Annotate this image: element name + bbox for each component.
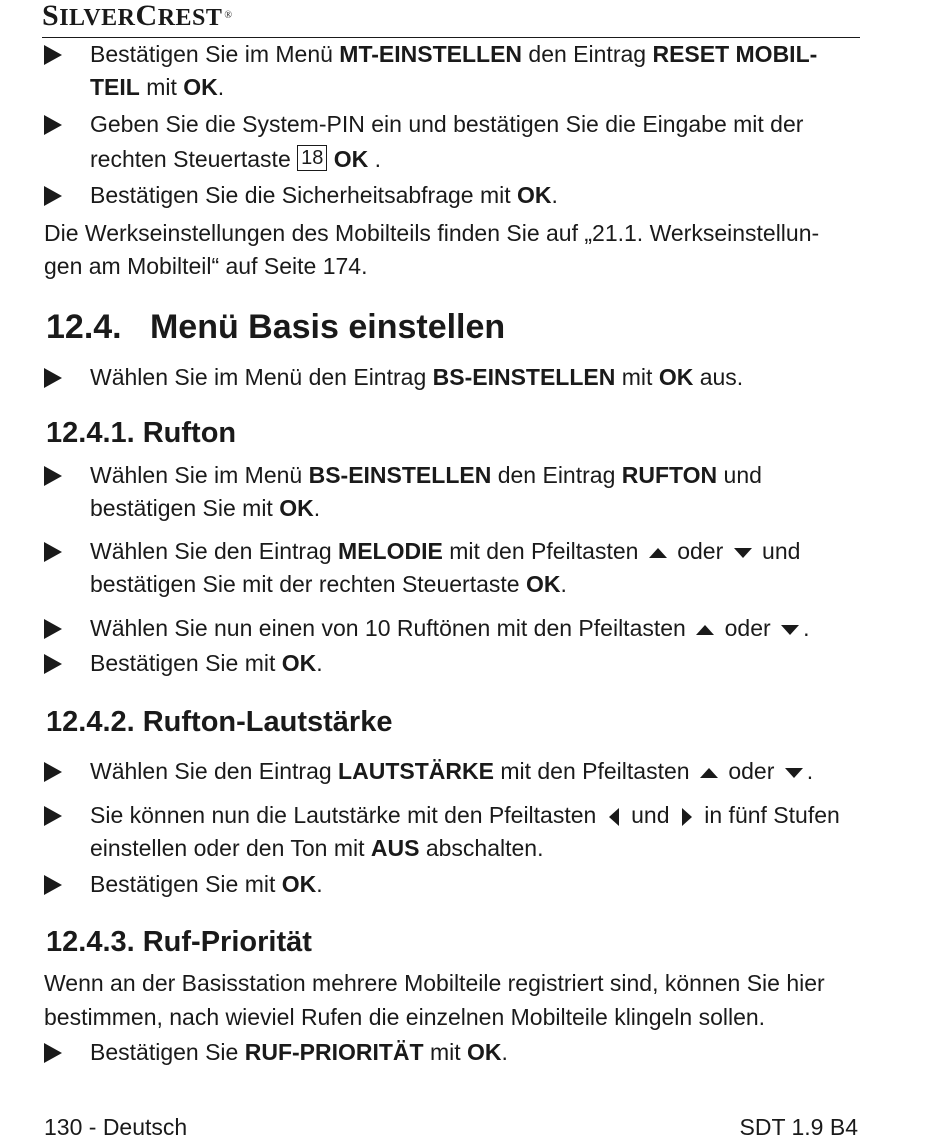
arrow-right-icon <box>682 808 692 826</box>
bullet-arrow-icon <box>44 542 62 562</box>
page-number: 130 - Deutsch <box>44 1114 188 1140</box>
key-18-label: 18 <box>297 145 327 171</box>
bullet-arrow-icon <box>44 186 62 206</box>
instruction-line: rechten Steuertaste 18 OK . <box>90 146 382 172</box>
arrow-down-icon <box>781 625 799 635</box>
arrow-up-icon <box>696 625 714 635</box>
instruction-line: Wählen Sie nun einen von 10 Ruftönen mit den Pfeiltasten oder . <box>90 615 810 641</box>
bullet-arrow-icon <box>44 466 62 486</box>
arrow-up-icon <box>649 548 667 558</box>
bullet-arrow-icon <box>44 368 62 388</box>
paragraph-line: bestimmen, nach wieviel Rufen die einzelnen Mobilteile klingeln sollen. <box>44 1004 766 1030</box>
model-number: SDT 1.9 B4 <box>739 1114 858 1140</box>
paragraph-line: gen am Mobilteil“ auf Seite 174. <box>44 253 368 279</box>
arrow-up-icon <box>700 768 718 778</box>
instruction-line: Wählen Sie den Eintrag MELODIE mit den Pfeiltasten oder und <box>90 538 801 564</box>
instruction-line: Geben Sie die System-PIN ein und bestätigen Sie die Eingabe mit der <box>90 111 804 137</box>
instruction-line: TEIL mit OK. <box>90 74 225 100</box>
section-heading-12-4-1: 12.4.1. Rufton <box>46 417 237 449</box>
arrow-down-icon <box>785 768 803 778</box>
bullet-arrow-icon <box>44 1043 62 1063</box>
instruction-line: Bestätigen Sie mit OK. <box>90 650 323 676</box>
instruction-line: Wählen Sie im Menü den Eintrag BS-EINSTELLEN mit OK aus. <box>90 364 744 390</box>
bullet-arrow-icon <box>44 619 62 639</box>
instruction-line: bestätigen Sie mit OK. <box>90 495 321 521</box>
instruction-line: Sie können nun die Lautstärke mit den Pfeiltasten und in fünf Stufen <box>90 802 840 828</box>
bullet-arrow-icon <box>44 875 62 895</box>
bullet-arrow-icon <box>44 654 62 674</box>
silvercrest-logo: SILVERCREST ® <box>42 0 233 32</box>
section-heading-12-4-3: 12.4.3. Ruf-Priorität <box>46 926 312 958</box>
instruction-line: Wählen Sie den Eintrag LAUTSTÄRKE mit den Pfeiltasten oder . <box>90 758 814 784</box>
section-heading-12-4-2: 12.4.2. Rufton-Lautstärke <box>46 706 393 738</box>
arrow-down-icon <box>734 548 752 558</box>
paragraph-line: Die Werkseinstellungen des Mobilteils finden Sie auf „21.1. Werkseinstellun- <box>44 220 820 246</box>
bullet-arrow-icon <box>44 45 62 65</box>
instruction-line: einstellen oder den Ton mit AUS abschalten. <box>90 835 544 861</box>
bullet-arrow-icon <box>44 806 62 826</box>
instruction-line: Bestätigen Sie RUF-PRIORITÄT mit OK. <box>90 1039 508 1065</box>
paragraph-line: Wenn an der Basisstation mehrere Mobilteile registriert sind, können Sie hier <box>44 970 825 996</box>
instruction-line: Wählen Sie im Menü BS-EINSTELLEN den Eintrag RUFTON und <box>90 462 762 488</box>
instruction-line: Bestätigen Sie mit OK. <box>90 871 323 897</box>
bullet-arrow-icon <box>44 762 62 782</box>
instruction-line: Bestätigen Sie die Sicherheitsabfrage mit OK. <box>90 182 558 208</box>
arrow-left-icon <box>609 808 619 826</box>
section-heading-12-4: 12.4. Menü Basis einstellen <box>46 308 506 346</box>
page-header <box>42 0 860 38</box>
instruction-line: bestätigen Sie mit der rechten Steuertaste OK. <box>90 571 567 597</box>
instruction-line: Bestätigen Sie im Menü MT-EINSTELLEN den Eintrag RESET MOBIL- <box>90 41 818 67</box>
bullet-arrow-icon <box>44 115 62 135</box>
